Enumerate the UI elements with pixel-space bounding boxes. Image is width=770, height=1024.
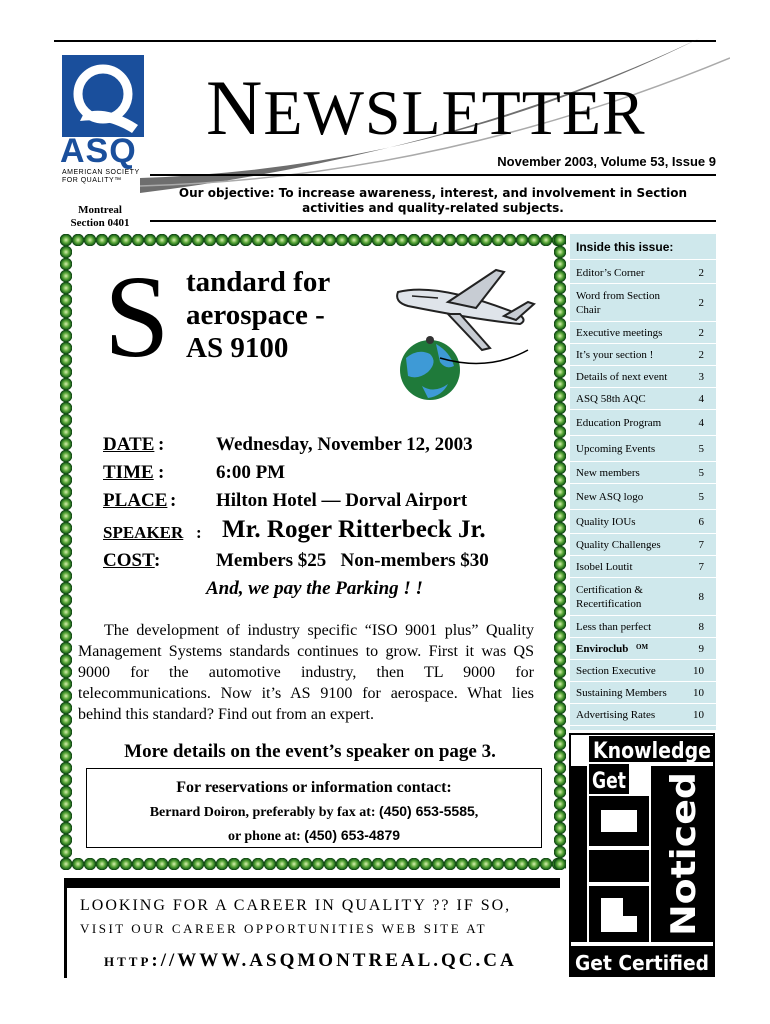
headline-dropcap: S xyxy=(104,251,170,382)
time-value: 6:00 PM xyxy=(216,462,286,483)
issue-rule xyxy=(150,174,716,176)
bead-border-bottom xyxy=(60,858,566,870)
toc-item-superscript: OM xyxy=(636,643,649,651)
cost-colon: : xyxy=(154,550,161,571)
contact-phone-line: or phone at: (450) 653-4879 xyxy=(227,827,401,844)
promo-certified: Get Certified xyxy=(575,951,709,975)
toc-item-label: Details of next event xyxy=(576,371,668,383)
logo-subtitle: AMERICAN SOCIETY FOR QUALITY™ xyxy=(62,169,140,184)
time-colon: : xyxy=(158,462,165,483)
toc-item-page: 4 xyxy=(698,417,704,429)
toc-item-label: New members xyxy=(576,467,640,479)
career-line-1: LOOKING FOR A CAREER IN QUALITY ?? IF SO, xyxy=(80,897,512,914)
toc-item-label: Quality Challenges xyxy=(576,539,661,551)
inside-this-issue-title: Inside this issue: xyxy=(570,234,716,260)
toc-item-page: 6 xyxy=(698,516,704,528)
article-headline xyxy=(186,266,386,365)
promo-get: Get xyxy=(592,769,627,794)
toc-item-page: 2 xyxy=(698,327,704,339)
toc-item-page: 10 xyxy=(693,709,704,721)
logo-wordmark: ASQ xyxy=(60,132,137,170)
date-label: DATE xyxy=(103,434,155,455)
toc-item-label: Upcoming Events xyxy=(576,443,656,455)
time-label: TIME xyxy=(103,462,154,483)
contact-title: For reservations or information contact: xyxy=(176,779,452,796)
promo-knowledge: Knowledge xyxy=(593,739,711,764)
title-initial: N xyxy=(206,64,264,151)
toc-item[interactable] xyxy=(570,638,716,660)
toc-item-page: 10 xyxy=(693,687,704,699)
toc-item[interactable] xyxy=(570,682,716,704)
speaker-value: Mr. Roger Ritterbeck Jr. xyxy=(222,516,486,543)
career-line-2: VISIT OUR CAREER OPPORTUNITIES WEB SITE AT xyxy=(80,921,488,936)
toc-item-page: 10 xyxy=(693,665,704,677)
toc-item-label: Advertising Rates xyxy=(576,709,656,721)
toc-item[interactable] xyxy=(570,556,716,578)
more-details-note: More details on the event’s speaker on page 3. xyxy=(124,741,496,762)
toc-item-label: Certification & Recertification xyxy=(576,584,643,610)
toc-item-page: 2 xyxy=(698,267,704,279)
toc-item-label: Education Program xyxy=(576,417,662,429)
toc-item-label: Executive meetings xyxy=(576,327,663,339)
toc-item-label: Word from Section Chair xyxy=(576,290,661,316)
contact-fax-line: Bernard Doiron, preferably by fax at: (450) 653-5585, xyxy=(149,803,479,820)
headline-line-3: AS 9100 xyxy=(186,332,289,364)
toc-item[interactable] xyxy=(570,534,716,556)
toc-item-page: 5 xyxy=(698,443,704,455)
bead-border-top xyxy=(60,234,566,246)
title-rest: EWSLETTER xyxy=(263,77,646,148)
section-label xyxy=(55,204,145,230)
toc-item-page: 9 xyxy=(698,643,704,655)
speaker-colon: : xyxy=(196,523,202,542)
fax-number: (450) 653-5585 xyxy=(379,803,475,819)
objective-statement: Our objective: To increase awareness, interest, and involvement in Section activities and quality-related subjects. xyxy=(178,186,688,215)
section-city: Montreal xyxy=(78,204,122,216)
place-value: Hilton Hotel — Dorval Airport xyxy=(216,490,468,511)
cost-label: COST xyxy=(103,550,155,571)
career-website-link[interactable]: HTTP://WWW.ASQMONTREAL.QC.CA xyxy=(104,950,517,971)
toc-item[interactable] xyxy=(570,388,716,410)
airplane-globe-icon xyxy=(378,262,553,412)
toc-item[interactable] xyxy=(570,484,716,510)
toc-item[interactable] xyxy=(570,284,716,322)
toc-item-label: Isobel Loutit xyxy=(576,561,633,573)
toc-item-label: New ASQ logo xyxy=(576,491,644,503)
toc-item[interactable] xyxy=(570,322,716,344)
toc-item-label: Editor’s Corner xyxy=(576,267,645,279)
toc-item-page: 5 xyxy=(698,467,704,479)
toc-item-label: Enviroclub xyxy=(576,643,629,655)
toc-item[interactable] xyxy=(570,704,716,726)
parking-note: And, we pay the Parking ! ! xyxy=(206,578,423,599)
asq-q-logo-icon xyxy=(62,55,144,137)
headline-line-2: aerospace - xyxy=(186,299,325,331)
toc-item[interactable] xyxy=(570,462,716,484)
toc-item-label: ASQ 58th AQC xyxy=(576,393,646,405)
toc-item-page: 7 xyxy=(698,561,704,573)
newsletter-title xyxy=(206,64,646,151)
date-value: Wednesday, November 12, 2003 xyxy=(216,434,473,455)
bead-border-right xyxy=(554,234,566,870)
headline-line-1: tandard for xyxy=(186,266,331,298)
toc-item-page: 4 xyxy=(698,393,704,405)
date-colon: : xyxy=(158,434,165,455)
toc-item[interactable] xyxy=(570,616,716,638)
toc-item[interactable] xyxy=(570,366,716,388)
toc-item-label: Sustaining Members xyxy=(576,687,667,699)
toc-item-page: 2 xyxy=(698,297,704,309)
toc-item[interactable] xyxy=(570,436,716,462)
toc-item-label: Less than perfect xyxy=(576,621,652,633)
promo-noticed: Noticed xyxy=(664,788,704,936)
speaker-label: SPEAKER xyxy=(103,523,184,542)
objective-rule xyxy=(150,220,716,222)
toc-item-label: Section Executive xyxy=(576,665,656,677)
toc-item[interactable] xyxy=(570,410,716,436)
toc-item-label: Quality IOUs xyxy=(576,516,636,528)
place-label: PLACE xyxy=(103,490,168,511)
section-number: Section 0401 xyxy=(70,217,130,229)
career-banner-bar xyxy=(64,878,560,888)
issue-info: November 2003, Volume 53, Issue 9 xyxy=(497,154,716,169)
toc-item-page: 5 xyxy=(698,491,704,503)
toc-item[interactable] xyxy=(570,660,716,682)
article-body: The development of industry specific “ISO 9001 plus” Quality Management Systems standards continues to grow. First it was QS 9000 for the automotive industry, then TL 9000 for telecommunications. Now it’s AS 9100 for aerospace. What lies behind this standard? Find out from an expert. xyxy=(78,622,534,723)
toc-item[interactable] xyxy=(570,344,716,366)
contact-box xyxy=(86,768,542,848)
toc-item-page: 3 xyxy=(698,371,704,383)
toc-item-page: 8 xyxy=(698,591,704,603)
toc-item-label: It’s your section ! xyxy=(576,349,654,361)
toc-item-page: 8 xyxy=(698,621,704,633)
bead-border-left xyxy=(60,234,72,870)
get-noticed-graphic xyxy=(567,732,717,978)
cost-value: Members $25 Non-members $30 xyxy=(216,550,489,571)
toc-item-page: 2 xyxy=(698,349,704,361)
toc-item[interactable] xyxy=(570,578,716,616)
toc-item-page: 7 xyxy=(698,539,704,551)
place-colon: : xyxy=(170,490,177,511)
toc-item[interactable] xyxy=(570,510,716,534)
toc-item[interactable] xyxy=(570,262,716,284)
phone-number: (450) 653-4879 xyxy=(304,827,401,843)
